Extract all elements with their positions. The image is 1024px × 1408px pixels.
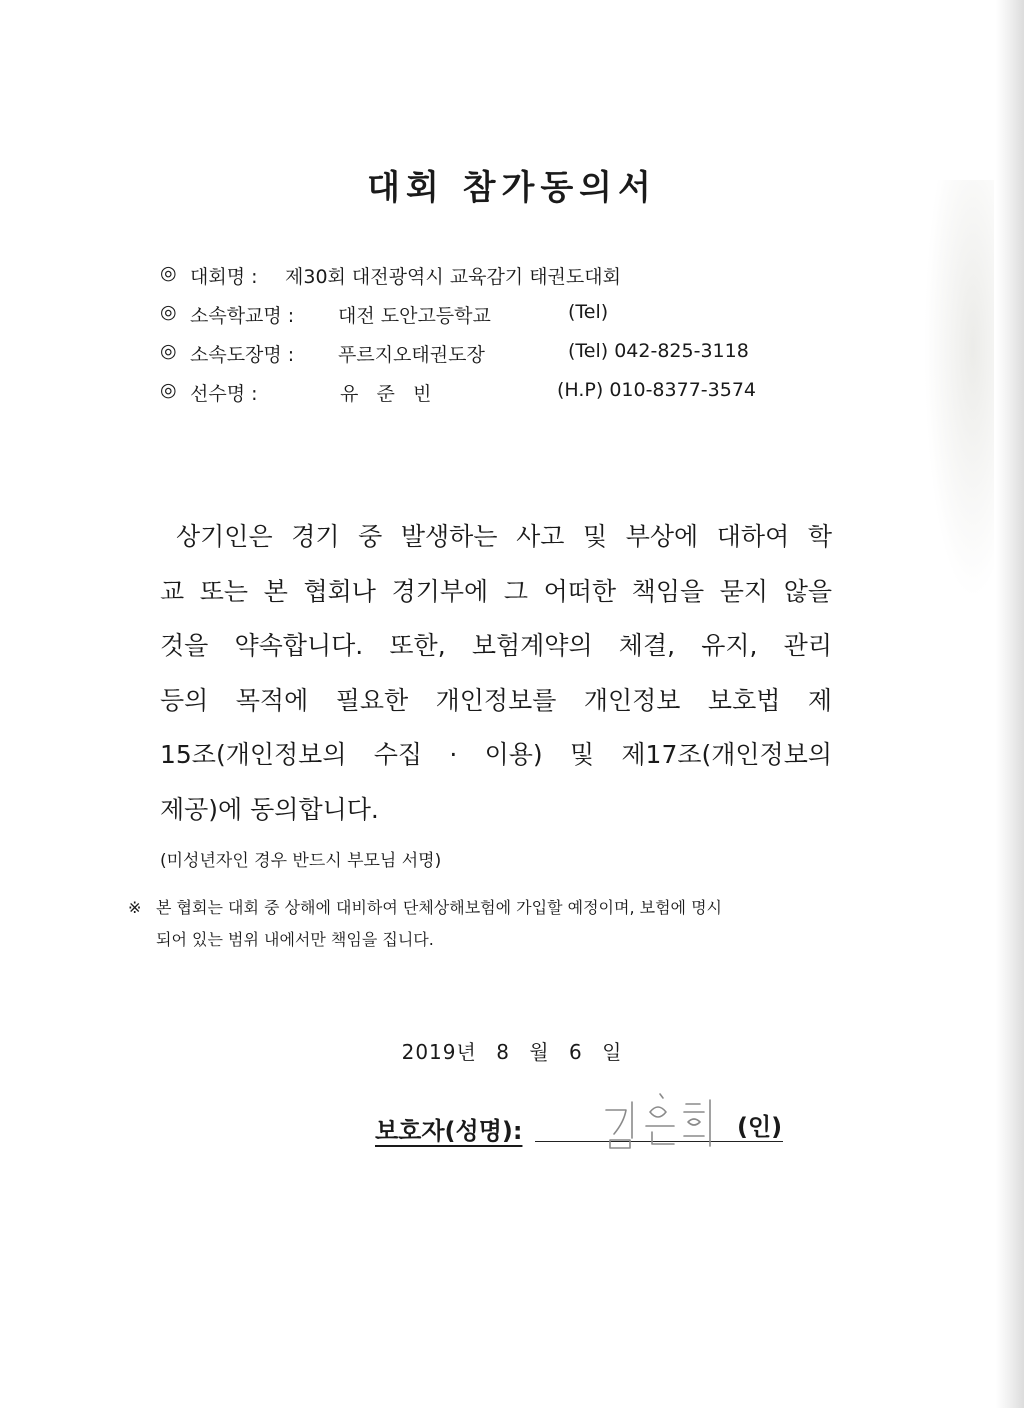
date-month: 8 xyxy=(496,1040,510,1064)
dojang-label: 소속도장명 : xyxy=(190,344,295,366)
school-label: 소속학교명 : xyxy=(190,305,295,327)
date-month-unit: 월 xyxy=(529,1040,550,1064)
consent-line: 등의 목적에 필요한 개인정보를 개인정보 보호법 제 xyxy=(160,685,832,715)
bullet-icon: ◎ xyxy=(160,301,177,323)
scan-edge-shadow xyxy=(996,0,1024,1408)
insurance-notice xyxy=(128,892,873,956)
consent-line: 교 또는 본 협회나 경기부에 그 어떠한 책임을 묻지 않을 xyxy=(160,576,832,606)
bullet-icon: ◎ xyxy=(160,340,177,362)
dojang-value: 푸르지오태권도장 xyxy=(338,344,485,366)
date-year: 2019년 xyxy=(401,1040,477,1064)
bullet-icon: ◎ xyxy=(160,262,177,284)
consent-line: 것을 약속합니다. 또한, 보험계약의 체결, 유지, 관리 xyxy=(160,631,832,660)
date-day: 6 xyxy=(568,1040,583,1064)
notice-line-2: 되어 있는 범위 내에서만 책임을 집니다. xyxy=(156,930,434,949)
dojang-contact: (Tel) 042-825-3118 xyxy=(568,340,749,362)
consent-line: 상기인은 경기 중 발생하는 사고 및 부상에 대하여 학 xyxy=(176,522,832,551)
notice-mark: ※ xyxy=(128,898,142,917)
consent-statement xyxy=(160,510,832,837)
athlete-label: 선수명 : xyxy=(190,383,258,405)
athlete-name: 유 준 빈 xyxy=(340,383,432,405)
notice-line-1: 본 협회는 대회 중 상해에 대비하여 단체상해보험에 가입할 예정이며, 보험에 명시 xyxy=(156,898,722,917)
school-contact: (Tel) xyxy=(568,301,609,323)
consent-line: 제공)에 동의합니다. xyxy=(160,794,379,824)
school-value: 대전 도안고등학교 xyxy=(338,305,491,327)
seal-mark: (인) xyxy=(737,1113,783,1141)
competition-value: 제30회 대전광역시 교육감기 태권도대회 xyxy=(285,266,621,288)
paper-stain xyxy=(924,180,994,600)
document-date xyxy=(0,1036,1024,1065)
athlete-contact: (H.P) 010-8377-3574 xyxy=(557,379,756,401)
consent-line: 15조(개인정보의 수집 · 이용) 및 제17조(개인정보의 xyxy=(160,740,832,769)
competition-label: 대회명 : xyxy=(190,266,258,288)
guardian-label: 보호자(성명): xyxy=(375,1117,523,1145)
date-day-unit: 일 xyxy=(602,1040,623,1064)
handwritten-signature xyxy=(600,1092,740,1152)
bullet-icon: ◎ xyxy=(160,379,177,401)
document-title: 대회 참가동의서 xyxy=(367,168,657,208)
minor-note: (미성년자인 경우 반드시 부모님 서명) xyxy=(160,851,442,871)
